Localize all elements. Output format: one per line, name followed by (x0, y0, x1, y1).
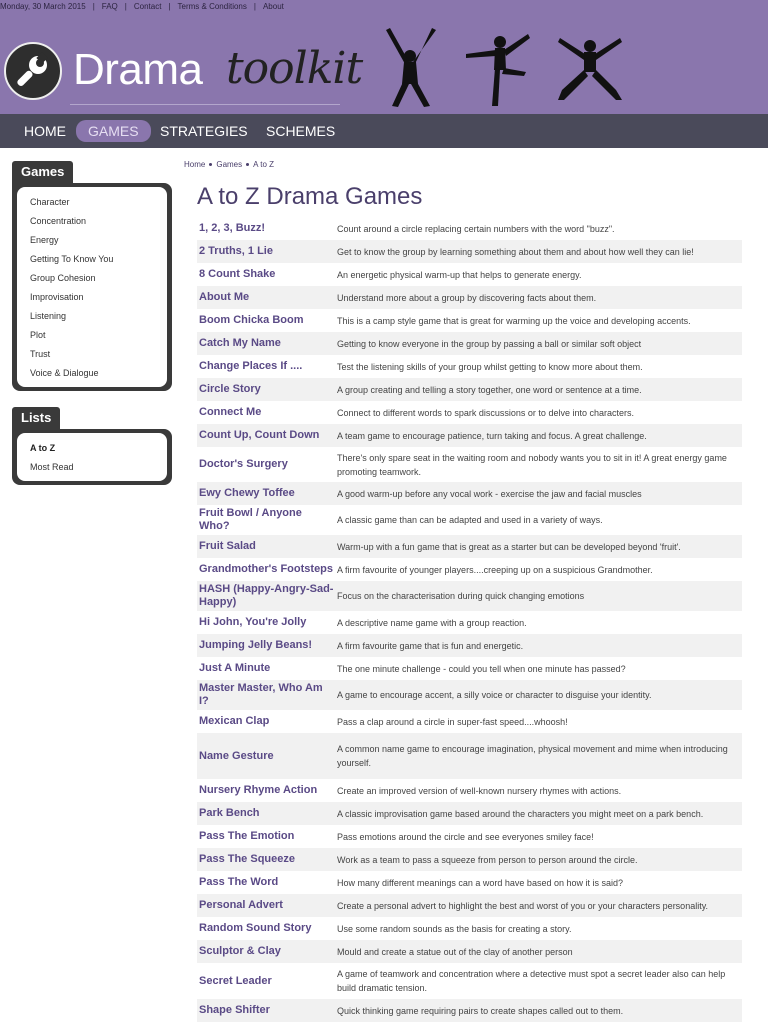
sidebar-item-list[interactable]: Most Read (30, 462, 74, 472)
separator: | (92, 2, 95, 11)
game-name-link[interactable]: Ewy Chewy Toffee (199, 487, 295, 499)
table-row (197, 848, 742, 871)
table-row (197, 963, 742, 999)
game-description: Create an improved version of well-known nursery rhymes with actions. (337, 785, 622, 796)
nav-games[interactable]: GAMES (76, 120, 151, 142)
terms-link[interactable]: Terms & Conditions (177, 2, 247, 11)
table-row (197, 263, 742, 286)
game-description: Focus on the characterisation during quick changing emotions (337, 591, 585, 601)
game-name-link[interactable]: Grandmother's Footsteps (199, 563, 334, 575)
table-row (197, 733, 742, 779)
game-description: Create a personal advert to highlight the best and worst of you or your characters personality. (337, 900, 709, 911)
game-name-link[interactable]: Fruit Bowl / Anyone Who? (199, 507, 302, 532)
game-name-link[interactable]: Hi John, You're Jolly (199, 616, 307, 628)
game-description: Understand more about a group by discovering facts about them. (337, 292, 597, 303)
game-description: Quick thinking game requiring pairs to create shapes called out to them. (337, 1005, 624, 1016)
table-row (197, 634, 742, 657)
game-description: Get to know the group by learning something about them and about how well they can lie! (337, 246, 694, 257)
table-row (197, 535, 742, 558)
logo-text-drama[interactable]: Drama (73, 45, 203, 94)
table-row (197, 286, 742, 309)
table-row (197, 917, 742, 940)
game-description: A descriptive name game with a group reaction. (337, 617, 527, 628)
table-row (197, 680, 742, 710)
game-description: Pass a clap around a circle in super-fast speed....whoosh! (337, 716, 568, 727)
table-row (197, 355, 742, 378)
sidebar-item-category[interactable]: Listening (30, 311, 67, 321)
about-link[interactable]: About (262, 2, 284, 11)
breadcrumb-home[interactable]: Home (184, 160, 206, 169)
game-description: Use some random sounds as the basis for creating a story. (337, 923, 572, 934)
game-name-link[interactable]: Change Places If .... (199, 360, 303, 372)
sidebar-item-category[interactable]: Improvisation (30, 292, 84, 302)
game-description: A good warm-up before any vocal work - exercise the jaw and facial muscles (337, 488, 642, 499)
game-name-link[interactable]: Catch My Name (199, 337, 281, 349)
sidebar-item-category[interactable]: Getting To Know You (30, 254, 114, 264)
game-description: Pass emotions around the circle and see everyones smiley face! (337, 831, 594, 842)
game-name-link[interactable]: Count Up, Count Down (199, 429, 320, 441)
table-row (197, 240, 742, 263)
logo-text-toolkit[interactable]: toolkit (226, 43, 363, 94)
breadcrumb-separator (209, 163, 212, 166)
game-name-link[interactable]: 1, 2, 3, Buzz! (199, 222, 266, 234)
game-name-link[interactable]: Jumping Jelly Beans! (199, 639, 313, 651)
contact-link[interactable]: Contact (133, 2, 162, 11)
separator: | (168, 2, 171, 11)
nav-strategies[interactable]: STRATEGIES (160, 123, 248, 139)
table-row (197, 999, 742, 1022)
dancing-figure-icon (462, 26, 534, 108)
table-row (197, 894, 742, 917)
sidebar-item-list[interactable]: A to Z (30, 443, 56, 453)
table-row (197, 871, 742, 894)
game-description: Warm-up with a fun game that is great as a starter but can be developed beyond 'fruit'. (337, 541, 681, 552)
game-name-link[interactable]: Pass The Emotion (199, 830, 295, 842)
sidebar-lists-title: Lists (12, 407, 60, 429)
logo-underline (70, 104, 340, 105)
game-name-link[interactable]: Sculptor & Clay (199, 945, 281, 957)
wrench-logo-icon[interactable] (4, 42, 62, 100)
breadcrumb-separator (246, 163, 249, 166)
current-date: Monday, 30 March 2015 (0, 2, 86, 11)
game-name-link[interactable]: Secret Leader (199, 974, 272, 987)
table-row (197, 482, 742, 505)
sidebar-item-category[interactable]: Character (30, 197, 70, 207)
table-row (197, 779, 742, 802)
sidebar-lists-list (17, 433, 167, 481)
sidebar-lists-box (12, 429, 172, 485)
game-name-link[interactable]: Name Gesture (199, 749, 274, 762)
sidebar-games-box (12, 183, 172, 391)
sidebar-item-category[interactable]: Concentration (30, 216, 87, 226)
table-row (197, 558, 742, 581)
game-name-link[interactable]: About Me (199, 291, 250, 303)
game-description: A classic game than can be adapted and used in a variety of ways. (337, 515, 603, 525)
game-name-link[interactable]: Mexican Clap (199, 715, 270, 727)
sidebar-item-category[interactable]: Trust (30, 349, 51, 359)
table-row (197, 657, 742, 680)
game-description: The one minute challenge - could you tell when one minute has passed? (337, 663, 626, 674)
game-description: A game of teamwork and concentration where a detective must spot a secret leader also can help build dramatic tension. (337, 969, 726, 993)
game-name-link[interactable]: Pass The Word (199, 876, 279, 888)
table-row (197, 940, 742, 963)
game-description: Test the listening skills of your group whilst getting to know more about them. (337, 361, 643, 372)
table-row (197, 447, 742, 482)
sidebar-games-title: Games (12, 161, 73, 183)
main-navigation (0, 114, 768, 148)
table-row (197, 825, 742, 848)
table-row (197, 581, 742, 611)
table-row (197, 505, 742, 535)
table-row (197, 802, 742, 825)
sidebar-games-list (17, 187, 167, 387)
game-name-link[interactable]: HASH (Happy-Angry-Sad-Happy) (199, 583, 334, 608)
game-description: A common name game to encourage imagination, physical movement and mime when introducing yourself. (337, 744, 728, 768)
table-row (197, 332, 742, 355)
game-description: Getting to know everyone in the group by passing a ball or similar soft object (337, 338, 642, 349)
sidebar-item-category[interactable]: Energy (30, 235, 59, 245)
game-description: A classic improvisation game based around the characters you might meet on a park bench. (337, 808, 704, 819)
jumping-figure-icon (380, 26, 440, 108)
table-row (197, 611, 742, 634)
breadcrumb-current: A to Z (253, 160, 275, 169)
game-name-link[interactable]: Master Master, Who Am I? (199, 682, 323, 707)
game-name-link[interactable]: Shape Shifter (199, 1004, 270, 1016)
game-description: A team game to encourage patience, turn taking and focus. A great challenge. (337, 430, 647, 441)
game-description: There's only spare seat in the waiting room and nobody wants you to sit in it! A great energy game promoting teamwork. (337, 452, 727, 477)
game-name-link[interactable]: Doctor's Surgery (199, 458, 288, 470)
separator: | (253, 2, 256, 11)
table-row (197, 710, 742, 733)
game-name-link[interactable]: Just A Minute (199, 662, 271, 674)
sidebar-item-category[interactable]: Group Cohesion (30, 273, 96, 283)
game-description: A game to encourage accent, a silly voice or character to disguise your identity. (337, 690, 652, 700)
sidebar-item-category[interactable]: Voice & Dialogue (30, 368, 99, 378)
nav-schemes[interactable]: SCHEMES (266, 123, 336, 139)
nav-home[interactable]: HOME (24, 123, 66, 139)
table-row (197, 378, 742, 401)
game-description: Work as a team to pass a squeeze from person to person around the circle. (337, 854, 638, 865)
games-table (197, 217, 742, 1022)
game-name-link[interactable]: Fruit Salad (199, 540, 256, 552)
game-description: A firm favourite of younger players....creeping up on a suspicious Grandmother. (337, 564, 653, 575)
game-description: Count around a circle replacing certain numbers with the word "buzz". (337, 223, 615, 234)
game-name-link[interactable]: Park Bench (199, 807, 260, 819)
game-name-link[interactable]: Pass The Squeeze (199, 853, 295, 865)
game-description: A firm favourite game that is fun and energetic. (337, 640, 524, 651)
table-row (197, 424, 742, 447)
leaping-figure-icon (554, 26, 626, 106)
game-name-link[interactable]: Connect Me (199, 406, 262, 418)
table-row (197, 217, 742, 240)
game-description: How many different meanings can a word have based on how it is said? (337, 877, 623, 888)
game-description: A group creating and telling a story together, one word or sentence at a time. (337, 384, 642, 395)
game-name-link[interactable]: 8 Count Shake (199, 268, 276, 280)
game-name-link[interactable]: Nursery Rhyme Action (199, 784, 318, 796)
breadcrumb (184, 160, 274, 169)
sidebar-item-category[interactable]: Plot (30, 330, 46, 340)
page-title: A to Z Drama Games (197, 183, 423, 210)
top-utility-bar (0, 2, 284, 11)
game-name-link[interactable]: Circle Story (199, 383, 261, 395)
breadcrumb-games[interactable]: Games (216, 160, 243, 169)
separator: | (124, 2, 127, 11)
game-name-link[interactable]: 2 Truths, 1 Lie (199, 245, 273, 257)
site-header (0, 0, 768, 114)
game-description: Mould and create a statue out of the clay of another person (337, 946, 573, 957)
game-description: This is a camp style game that is great for warming up the voice and developing accents. (337, 315, 691, 326)
game-name-link[interactable]: Random Sound Story (199, 922, 312, 934)
game-name-link[interactable]: Boom Chicka Boom (199, 314, 304, 326)
table-row (197, 309, 742, 332)
game-description: Connect to different words to spark discussions or to delve into characters. (337, 407, 634, 418)
faq-link[interactable]: FAQ (101, 2, 118, 11)
table-row (197, 401, 742, 424)
game-name-link[interactable]: Personal Advert (199, 899, 283, 911)
game-description: An energetic physical warm-up that helps to generate energy. (337, 269, 582, 280)
